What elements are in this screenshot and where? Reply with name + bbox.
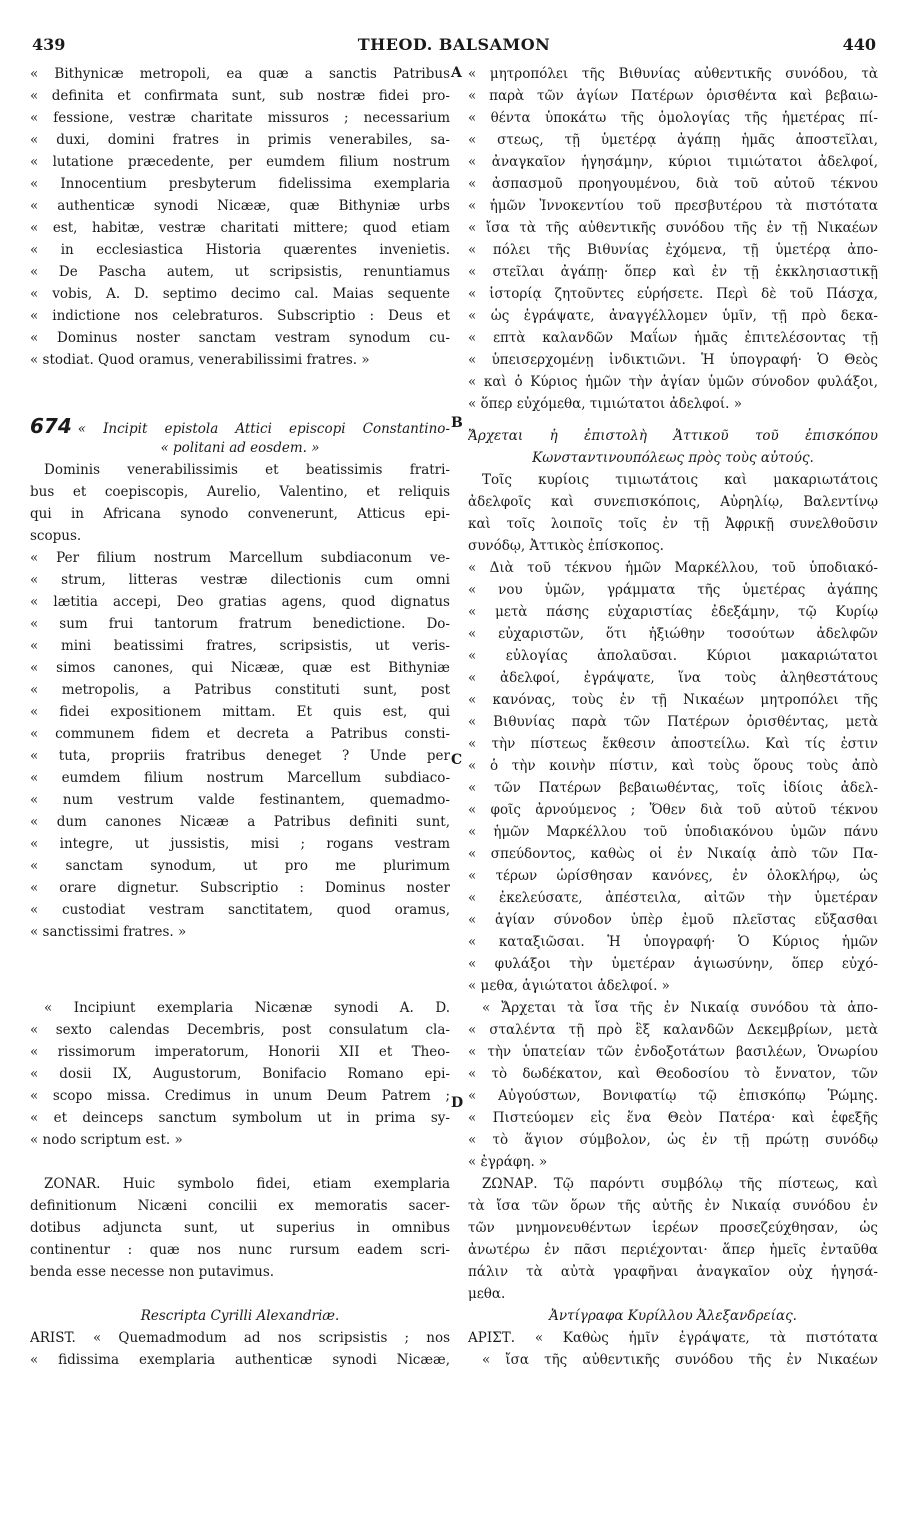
greek-line-text: « παρὰ τῶν ἁγίων Πατέρων ὁρισθέντα καὶ βεβαιω- [468, 88, 878, 104]
latin-text-line [30, 1349, 450, 1371]
greek-text-line [468, 975, 878, 997]
greek-text-line [468, 1349, 878, 1371]
greek-line-text: « θέντα ὑποκάτω τῆς ὁμολογίας τῆς ἡμετέρας πί- [468, 110, 878, 126]
greek-line-text: τὰ ἴσα τῶν ὅρων τῆς αὐτῆς ἐν Νικαίᾳ συνόδου ἐν [468, 1198, 878, 1214]
latin-line-text: continentur : quæ nos nunc rursum eadem scri- [30, 1242, 450, 1258]
latin-line-text: « metropolis, a Patribus constituti sunt, post [30, 682, 450, 698]
greek-line-text: « σπεύδοντος, καθὼς οἱ ἐν Νικαίᾳ ἀπὸ τῶν Πα- [468, 846, 878, 862]
latin-text-line [30, 327, 450, 349]
latin-text-line [30, 1129, 450, 1151]
spacer [30, 987, 450, 997]
greek-line-text: « ἡμῶν Ἰννοκεντίου τοῦ πρεσβυτέρου τὰ πιστότατα [468, 198, 878, 214]
latin-column [30, 63, 450, 1371]
latin-text-line [30, 1217, 450, 1239]
latin-line-text: « eumdem filium nostrum Marcellum subdiaco- [30, 770, 450, 786]
latin-line-text: « et deinceps sanctum symbolum ut in prima sy- [30, 1110, 450, 1126]
latin-text-line [30, 107, 450, 129]
margin-marker-d: D [451, 1095, 464, 1111]
latin-line-text: « authenticæ synodi Nicææ, quæ Bithyniæ urbs [30, 198, 450, 214]
greek-line-text: « τῶν Πατέρων βεβαιωθέντας, τοῖς ἰδίοις ἀδελ- [468, 780, 878, 796]
margin-marker-c: C [451, 752, 463, 768]
greek-text-line [468, 491, 878, 513]
greek-line-text: Ἄρχεται ἡ ἐπιστολὴ Ἀττικοῦ τοῦ ἐπισκόπου [468, 428, 878, 444]
latin-line-text: « vobis, A. D. septimo decimo cal. Maias sequente [30, 286, 450, 302]
latin-line-text: « De Pascha autem, ut scripsistis, renuntiamus [30, 264, 450, 280]
greek-line-text: « ἴσα τῆς αὐθεντικῆς συνόδου τῆς ἐν Νικαέων [482, 1352, 878, 1368]
greek-text-line [468, 579, 878, 601]
greek-line-text: « ἐκελεύσατε, ἀπέστειλα, αἰτῶν τὴν ὑμετέραν [468, 890, 878, 906]
latin-line-text: « nodo scriptum est. » [30, 1132, 183, 1148]
latin-line-text: scopus. [30, 528, 82, 544]
latin-line-text: « lutatione præcedente, per eumdem filium nostrum [30, 154, 450, 170]
latin-line-text: « orare dignetur. Subscriptio : Dominus noster [30, 880, 450, 896]
latin-line-text: « definita et confirmata sunt, sub nostræ fidei pro- [30, 88, 450, 104]
latin-text-line [30, 151, 450, 173]
greek-line-text: « ἁγίαν σύνοδον ὑπὲρ ἐμοῦ πλεῖστας εὔξασθαι [468, 912, 878, 928]
page-number-right: 440 [842, 35, 876, 54]
latin-text-line [30, 833, 450, 855]
greek-line-text: « τὴν πίστεως ἔκθεσιν ἀποστείλω. Καὶ τίς ἐστιν [468, 736, 878, 752]
greek-line-text: « τὸ ἅγιον σύμβολον, ὡς ἐν τῇ πρώτῃ συνόδῳ [468, 1132, 878, 1148]
greek-text-line [468, 513, 878, 535]
latin-line-text: « Per filium nostrum Marcellum subdiaconum ve- [30, 550, 450, 566]
latin-line-text: « rissimorum imperatorum, Honorii XII et Theo- [30, 1044, 450, 1060]
greek-line-text: « νου ὑμῶν, γράμματα τῆς ὑμετέρας ἀγάπης [468, 582, 878, 598]
greek-line-text: « Πιστεύομεν εἰς ἕνα Θεὸν Πατέρα· καὶ ἑφεξῆς [468, 1110, 878, 1126]
greek-text-line [468, 85, 878, 107]
latin-line-text: « Innocentium presbyterum fidelissima exemplaria [30, 176, 450, 192]
latin-line-text: Rescripta Cyrilli Alexandriæ. [140, 1308, 340, 1324]
greek-text-line [468, 151, 878, 173]
greek-text-line [468, 1305, 878, 1327]
greek-line-text: « ὑπεισερχομένῃ ἰνδικτιῶνι. Ἡ ὑπογραφή· Ὁ Θεὸς [468, 352, 878, 368]
greek-line-text: « μετὰ πάσης εὐχαριστίας ἐδεξάμην, τῷ Κυρίῳ [468, 604, 878, 620]
greek-text-line [468, 1195, 878, 1217]
latin-text-line [30, 877, 450, 899]
greek-text-line [468, 865, 878, 887]
latin-text-line [30, 63, 450, 85]
latin-text-line [30, 591, 450, 613]
latin-line-text: « Dominus noster sanctam vestram synodum cu- [30, 330, 450, 346]
greek-line-text: « ὅπερ εὐχόμεθα, τιμιώτατοι ἀδελφοί. » [468, 396, 742, 412]
greek-line-text: « πόλει τῆς Βιθυνίας ἐχόμενα, τῇ ὑμετέρᾳ ἀπο- [468, 242, 878, 258]
greek-text-line [468, 327, 878, 349]
greek-line-text: ἀδελφοῖς καὶ συνεπισκόποις, Αὐρηλίῳ, Βαλεντίνῳ [468, 494, 878, 510]
spacer [30, 371, 450, 415]
greek-column [468, 63, 878, 1371]
latin-line-text: « custodiat vestram sanctitatem, quod oramus, [30, 902, 450, 918]
greek-line-text: « ἀναγκαῖον ἡγησάμην, κύριοι τιμιώτατοι ἀδελφοί, [468, 154, 878, 170]
running-title: THEOD. BALSAMON [357, 35, 551, 54]
latin-text-line [30, 745, 450, 767]
greek-line-text: « στεῖλαι ἀγάπῃ· ὅπερ καὶ ἐν τῇ ἐκκλησιαστικῇ [468, 264, 878, 280]
greek-text-line [468, 1019, 878, 1041]
greek-text-line [468, 535, 878, 557]
greek-line-text: « Αὐγούστων, Βονιφατίῳ τῷ ἐπισκόπῳ Ῥώμης. [468, 1088, 878, 1104]
latin-text-line [30, 855, 450, 877]
latin-text-line [30, 1063, 450, 1085]
page-header [30, 35, 878, 61]
latin-text-line [30, 569, 450, 591]
latin-text-line [30, 239, 450, 261]
latin-line-text: « simos canones, qui Nicææ, quæ est Bithyniæ [30, 660, 450, 676]
greek-line-text: καὶ τοῖς λοιποῖς τοῖς ἐν τῇ Ἀφρικῇ συνελθοῦσιν [468, 516, 878, 532]
latin-text-line [30, 305, 450, 327]
greek-line-text: « ὡς ἐγράψατε, ἀναγγέλλομεν ὑμῖν, τῇ πρὸ δεκα- [468, 308, 878, 324]
latin-text-line [30, 899, 450, 921]
greek-text-line [468, 953, 878, 975]
greek-line-text: « ἀδελφοί, ἐγράψατε, ἵνα τοὺς ἀληθεστάτους [468, 670, 878, 686]
latin-text-line [30, 129, 450, 151]
latin-text-line [30, 811, 450, 833]
greek-text-line [468, 645, 878, 667]
latin-text-line [30, 635, 450, 657]
greek-line-text: « τὸ δωδέκατον, καὶ Θεοδοσίου τὸ ἔννατον, τῶν [468, 1066, 878, 1082]
spacer [30, 1151, 450, 1173]
greek-line-text: τῶν μνημονευθέντων ἱερέων προσεζεύχθησαν, ὡς [468, 1220, 878, 1236]
latin-line-text: « Bithynicæ metropoli, ea quæ a sanctis Patribus [30, 66, 450, 82]
greek-line-text: συνόδῳ, Ἀττικὸς ἐπίσκοπος. [468, 538, 664, 554]
latin-text-line [30, 613, 450, 635]
greek-text-line [468, 931, 878, 953]
latin-text-line [30, 195, 450, 217]
greek-text-line [468, 393, 878, 415]
greek-line-text: « εὐχαριστῶν, ὅτι ἠξιώθην τοσούτων ἀδελφῶν [468, 626, 878, 642]
greek-text-line [468, 305, 878, 327]
latin-line-text: dotibus adjuncta sunt, ut superius in omnibus [30, 1220, 450, 1236]
latin-text-line [30, 217, 450, 239]
latin-line-text: ARIST. « Quemadmodum ad nos scripsistis ; nos [30, 1330, 450, 1346]
greek-text-line [468, 1107, 878, 1129]
latin-line-text: « communem fidem et decreta a Patribus consti- [30, 726, 450, 742]
greek-text-line [468, 689, 878, 711]
latin-line-text: « strum, litteras vestræ dilectionis cum omni [30, 572, 450, 588]
greek-text-line [468, 371, 878, 393]
latin-line-text: « tuta, propriis fratribus deneget ? Unde per [30, 748, 450, 764]
latin-line-text: « sanctam synodum, ut pro me plurimum [30, 858, 450, 874]
latin-text-line [30, 701, 450, 723]
latin-line-text: qui in Africana synodo convenerunt, Atticus epi- [30, 506, 450, 522]
greek-line-text: « ἀσπασμοῦ προηγουμένου, διὰ τοῦ αὐτοῦ τέκνου [468, 176, 878, 192]
greek-line-text: « Βιθυνίας παρὰ τῶν Πατέρων ὁρισθέντας, μετὰ [468, 714, 878, 730]
latin-text-line [30, 525, 450, 547]
latin-text-line [30, 261, 450, 283]
latin-line-text: « lætitia accepi, Deo gratias agens, quod dignatus [30, 594, 450, 610]
latin-text-line [30, 1041, 450, 1063]
latin-text-line [30, 1107, 450, 1129]
latin-text-line [30, 437, 450, 459]
greek-line-text: « Διὰ τοῦ τέκνου ἡμῶν Μαρκέλλου, τοῦ ὑποδιακό- [468, 560, 878, 576]
greek-line-text: Κωνσταντινουπόλεως πρὸς τοὺς αὐτούς. [532, 450, 814, 466]
greek-text-line [468, 107, 878, 129]
greek-line-text: ΑΡΙΣΤ. « Καθὼς ἡμῖν ἐγράψατε, τὰ πιστότατα [468, 1330, 878, 1346]
greek-text-line [468, 799, 878, 821]
latin-text-line [30, 349, 450, 371]
greek-text-line [468, 469, 878, 491]
latin-text-line [30, 1019, 450, 1041]
greek-line-text: « σταλέντα τῇ πρὸ ἓξ καλανδῶν Δεκεμβρίων, μετὰ [468, 1022, 878, 1038]
greek-line-text: « ὁ τὴν κοινὴν πίστιν, καὶ τοὺς ὅρους τοὺς ἀπὸ [468, 758, 878, 774]
greek-text-line [468, 1283, 878, 1305]
section-number: 674 [30, 415, 72, 437]
greek-text-line [468, 1085, 878, 1107]
latin-text-line [30, 657, 450, 679]
greek-text-line [468, 447, 878, 469]
latin-text-line [30, 679, 450, 701]
latin-line-text: « sexto calendas Decembris, post consulatum cla- [30, 1022, 450, 1038]
latin-text-line [30, 481, 450, 503]
latin-text-line [30, 547, 450, 569]
margin-marker-a: A [451, 65, 462, 81]
greek-text-line [468, 63, 878, 85]
greek-line-text: ἀνωτέρω ἐν πᾶσι περιέχονται· ἅπερ ἡμεῖς ἐνταῦθα [468, 1242, 878, 1258]
greek-text-line [468, 283, 878, 305]
greek-text-line [468, 261, 878, 283]
greek-text-line [468, 1129, 878, 1151]
spacer [30, 943, 450, 987]
greek-line-text: « ἴσα τὰ τῆς αὐθεντικῆς συνόδου τῆς ἐν τῇ Νικαέων [468, 220, 878, 236]
latin-text-line [30, 767, 450, 789]
latin-line-text: « est, habitæ, vestræ charitati mittere; quod etiam [30, 220, 450, 236]
greek-text-line [468, 755, 878, 777]
latin-line-text: bus et coepiscopis, Aurelio, Valentino, et reliquis [30, 484, 450, 500]
latin-line-text: « integre, ut jussistis, misi ; rogans vestram [30, 836, 450, 852]
page-number-left: 439 [32, 35, 66, 54]
latin-text-line [30, 723, 450, 745]
latin-line-text: « sanctissimi fratres. » [30, 924, 187, 940]
margin-marker-b: B [451, 415, 463, 431]
latin-text-line [30, 921, 450, 943]
greek-line-text: « τέρων ὡρίσθησαν κανόνες, ἐν ὁλοκλήρῳ, ὡς [468, 868, 878, 884]
greek-line-text: « μητροπόλει τῆς Βιθυνίας αὐθεντικῆς συνόδου, τὰ [468, 66, 878, 82]
greek-line-text: « Ἄρχεται τὰ ἴσα τῆς ἐν Νικαίᾳ συνόδου τὰ ἀπο- [482, 1000, 878, 1016]
greek-line-text: πάλιν τὰ αὐτὰ γραφῆναι ἀναγκαῖον οὐχ ἡγησά- [468, 1264, 878, 1280]
spacer [468, 415, 878, 425]
greek-text-line [468, 1063, 878, 1085]
latin-text-line [30, 1305, 450, 1327]
latin-text-line [30, 1173, 450, 1195]
greek-line-text: « ἐγράφη. » [468, 1154, 548, 1170]
latin-text-line [30, 1327, 450, 1349]
greek-line-text: « επτὰ καλανδῶν Μαΐων ἡμᾶς ἐπιτελέσοντας τῇ [468, 330, 878, 346]
latin-text-line [30, 503, 450, 525]
greek-text-line [468, 711, 878, 733]
latin-text-line [30, 1239, 450, 1261]
greek-text-line [468, 623, 878, 645]
greek-text-line [468, 239, 878, 261]
latin-text-line [30, 789, 450, 811]
latin-text-line [30, 173, 450, 195]
greek-text-line [468, 1261, 878, 1283]
greek-text-line [468, 667, 878, 689]
greek-text-line [468, 997, 878, 1019]
greek-line-text: « κανόνας, τοὺς ἐν τῇ Νικαέων μητροπόλει τῆς [468, 692, 878, 708]
latin-text-line [30, 415, 450, 437]
latin-line-text: « fidei expositionem mittam. Et quis est, qui [30, 704, 450, 720]
latin-line-text: « fessione, vestræ charitate missuros ; necessarium [30, 110, 450, 126]
greek-text-line [468, 843, 878, 865]
greek-line-text: ΖΩΝΑΡ. Τῷ παρόντι συμβόλῳ τῆς πίστεως, καὶ [482, 1176, 878, 1192]
latin-line-text: « stodiat. Quod oramus, venerabilissimi fratres. » [30, 352, 370, 368]
greek-text-line [468, 887, 878, 909]
greek-line-text: « ἡμῶν Μαρκέλλου τοῦ ὑποδιακόνου ὑμῶν πάνυ [468, 824, 878, 840]
greek-text-line [468, 733, 878, 755]
greek-text-line [468, 601, 878, 623]
greek-text-line [468, 173, 878, 195]
latin-line-text: « politani ad eosdem. » [160, 440, 320, 456]
greek-line-text: « μεθα, ἁγιώτατοι ἀδελφοί. » [468, 978, 670, 994]
greek-line-text: « καταξιῶσαι. Ἡ ὑπογραφή· Ὁ Κύριος ἡμῶν [468, 934, 878, 950]
greek-line-text: « στεως, τῇ ὑμετέρᾳ ἀγάπῃ ἡμᾶς ἀποστεῖλαι, [468, 132, 878, 148]
greek-text-line [468, 1173, 878, 1195]
greek-text-line [468, 909, 878, 931]
latin-line-text: benda esse necesse non putavimus. [30, 1264, 275, 1280]
latin-line-text: « num vestrum valde festinantem, quemadmo- [30, 792, 450, 808]
latin-text-line [30, 997, 450, 1019]
latin-line-text: « fidissima exemplaria authenticæ synodi Nicææ, [30, 1352, 450, 1368]
greek-text-line [468, 129, 878, 151]
latin-line-text: « dosii IX, Augustorum, Bonifacio Romano epi- [30, 1066, 450, 1082]
greek-text-line [468, 1041, 878, 1063]
greek-text-line [468, 425, 878, 447]
latin-line-text: « indictione nos celebraturos. Subscriptio : Deus et [30, 308, 450, 324]
latin-line-text: Dominis venerabilissimis et beatissimis fratri- [44, 462, 450, 478]
greek-text-line [468, 821, 878, 843]
latin-line-text: « Incipiunt exemplaria Nicænæ synodi A. D. [44, 1000, 450, 1016]
greek-line-text: « τὴν ὑπατείαν τῶν ἐνδοξοτάτων βασιλέων, Ὁνωρίου [468, 1044, 878, 1060]
greek-line-text: « φυλάξοι τὴν ὑμετέραν ἁγιωσύνην, ὅπερ εὐχό- [468, 956, 878, 972]
latin-line-text: « dum canones Nicææ a Patribus definiti sunt, [30, 814, 450, 830]
greek-text-line [468, 557, 878, 579]
latin-line-text: « in ecclesiastica Historia quærentes invenietis. [30, 242, 450, 258]
greek-text-line [468, 1327, 878, 1349]
greek-text-line [468, 1151, 878, 1173]
latin-text-line [30, 459, 450, 481]
spacer [30, 1283, 450, 1305]
latin-line-text: « scopo missa. Credimus in unum Deum Patrem ; [30, 1088, 450, 1104]
greek-line-text: « εὐλογίας ἀπολαῦσαι. Κύριοι μακαριώτατοι [468, 648, 878, 664]
greek-line-text: « καὶ ὁ Κύριος ἡμῶν τὴν ἁγίαν ὑμῶν σύνοδον φυλάξοι, [468, 374, 878, 390]
greek-line-text: « φοῖς ἀρνούμενος ; Ὅθεν διὰ τοῦ αὐτοῦ τέκνου [468, 802, 878, 818]
greek-text-line [468, 195, 878, 217]
latin-text-line [30, 1261, 450, 1283]
greek-text-line [468, 217, 878, 239]
latin-line-text: definitionum Nicæni concilii ex memoratis sacer- [30, 1198, 450, 1214]
latin-line-text: « sum frui tantorum fratrum benedictione. Do- [30, 616, 450, 632]
latin-line-text: ZONAR. Huic symbolo fidei, etiam exemplaria [44, 1176, 450, 1192]
greek-line-text: « ἱστορίᾳ ζητοῦντες εὑρήσετε. Περὶ δὲ τοῦ Πάσχα, [468, 286, 878, 302]
latin-text-line [30, 1195, 450, 1217]
greek-text-line [468, 1239, 878, 1261]
greek-text-line [468, 1217, 878, 1239]
greek-text-line [468, 777, 878, 799]
greek-line-text: Τοῖς κυρίοις τιμιωτάτοις καὶ μακαριωτάτοις [482, 472, 878, 488]
latin-line-text: « Incipit epistola Attici episcopi Constantino- [77, 421, 450, 437]
greek-line-text: μεθα. [468, 1286, 506, 1302]
latin-text-line [30, 85, 450, 107]
latin-line-text: « mini beatissimi fratres, scripsistis, ut veris- [30, 638, 450, 654]
latin-text-line [30, 283, 450, 305]
greek-text-line [468, 349, 878, 371]
greek-line-text: Ἀντίγραφα Κυρίλλου Ἀλεξανδρείας. [549, 1308, 797, 1324]
latin-line-text: « duxi, domini fratres in primis venerabiles, sa- [30, 132, 450, 148]
latin-text-line [30, 1085, 450, 1107]
